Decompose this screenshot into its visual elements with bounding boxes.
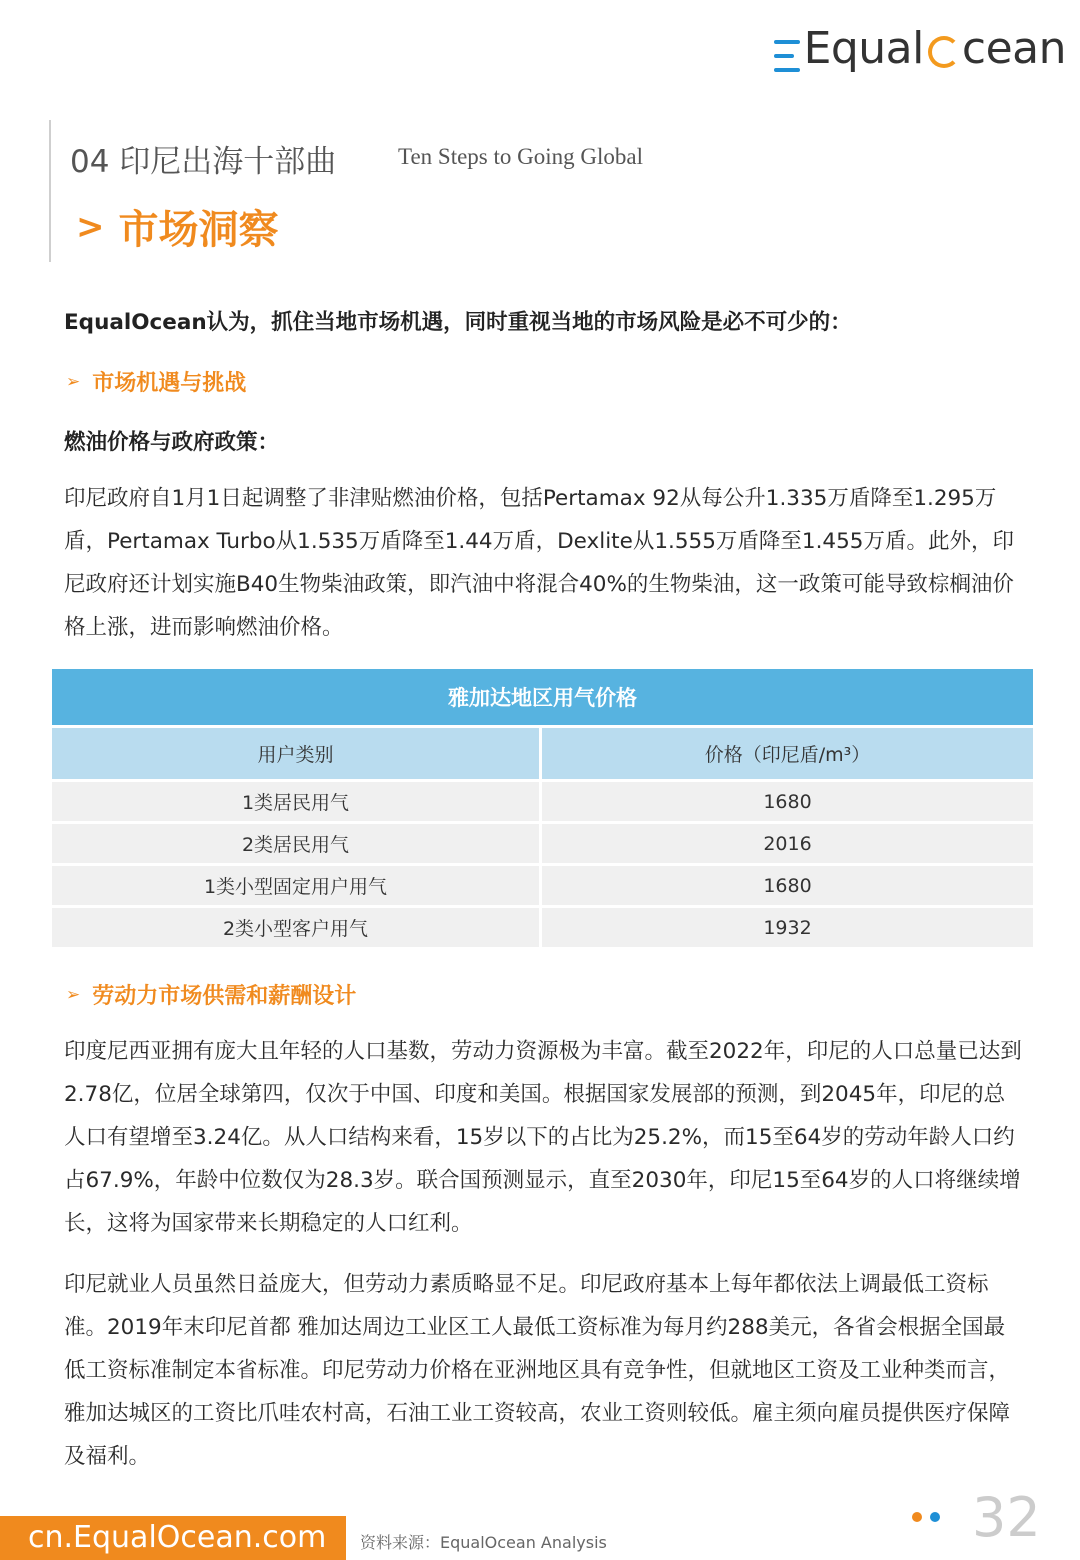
table-row [52, 905, 1033, 947]
table-header-category: 用户类别 [52, 725, 539, 779]
logo-e-mark [774, 38, 802, 74]
table-cell-category: 2类小型客户用气 [52, 905, 539, 947]
source-note: 资料来源：EqualOcean Analysis [360, 1533, 607, 1552]
table-cell-category: 1类居民用气 [52, 779, 539, 821]
subhead-opportunity-label: 市场机遇与挑战 [92, 371, 247, 396]
orange-dot-icon [912, 1512, 922, 1522]
table-cell-category: 1类小型固定用户用气 [52, 863, 539, 905]
table-cell-price: 1680 [539, 863, 1033, 905]
table-row [52, 821, 1033, 863]
table-cell-price: 1932 [539, 905, 1033, 947]
page-dots [912, 1512, 940, 1522]
section-divider [49, 120, 51, 262]
table-cell-price: 1680 [539, 779, 1033, 821]
section-title: 04 印尼出海十部曲 [70, 144, 337, 180]
logo-o-mark [928, 36, 960, 68]
table-cell-price: 2016 [539, 821, 1033, 863]
section-subtitle: Ten Steps to Going Global [398, 144, 643, 169]
logo-text-left: Equal [803, 23, 924, 74]
table-row [52, 863, 1033, 905]
page-number: 32 [972, 1486, 1041, 1549]
subhead-labor-label: 劳动力市场供需和薪酬设计 [92, 984, 357, 1009]
arrow-bullet-icon: ➢ [66, 371, 81, 392]
fuel-paragraph: 印尼政府自1月1日起调整了非津贴燃油价格，包括Pertamax 92从每公升1.335万盾降至1.295万盾，Pertamax Turbo从1.535万盾降至1.44万盾，Dexlite从1.555万盾降至1.455万盾。此外，印尼政府还计划实施B40生物柴油政策，即汽油中将混合40%的生物柴油，这一政策可能导致棕榈油价格上涨，进而影响燃油价格。 [64, 486, 1014, 640]
table-row [52, 779, 1033, 821]
table-title: 雅加达地区用气价格 [52, 669, 1033, 725]
arrow-bullet-icon: ➢ [66, 984, 81, 1005]
fuel-policy-label: 燃油价格与政府政策： [64, 430, 280, 455]
wages-paragraph: 印尼就业人员虽然日益庞大，但劳动力素质略显不足。印尼政府基本上每年都依法上调最低工资标准。2019年末印尼首都 雅加达周边工业区工人最低工资标准为每月约288美元，各省会根据全国最低工资标准制定本省标准。印尼劳动力价格在亚洲地区具有竞争性，但就地区工资及工业种类而言，雅加达城区的工资比爪哇农村高，石油工业工资较高，农业工资则较低。雇主须向雇员提供医疗保障及福利。 [64, 1272, 1011, 1469]
table-header-price: 价格（印尼盾/m³） [539, 725, 1033, 779]
lead-statement: EqualOcean认为，抓住当地市场机遇，同时重视当地的市场风险是必不可少的： [64, 310, 852, 335]
population-paragraph: 印度尼西亚拥有庞大且年轻的人口基数，劳动力资源极为丰富。截至2022年，印尼的人口总量已达到2.78亿，位居全球第四，仅次于中国、印度和美国。根据国家发展部的预测，到2045年，印尼的总人口有望增至3.24亿。从人口结构来看，15岁以下的占比为25.2%，而15至64岁的劳动年龄人口约占67.9%，年龄中位数仅为28.3岁。联合国预测显示，直至2030年，印尼15至64岁的人口将继续增长，这将为国家带来长期稳定的人口红利。 [64, 1039, 1022, 1236]
logo-text-right: cean [961, 23, 1066, 74]
gas-price-table [52, 669, 1033, 947]
subhead-labor [66, 979, 356, 1010]
blue-dot-icon [930, 1512, 940, 1522]
main-title: 市场洞察 [118, 207, 279, 253]
footer-site-banner: cn.EqualOcean.com [0, 1516, 346, 1560]
chevron-right-icon: > [76, 206, 105, 247]
table-cell-category: 2类居民用气 [52, 821, 539, 863]
subhead-opportunity [66, 366, 246, 397]
section-main-heading [76, 198, 279, 255]
equalocean-logo [774, 18, 1066, 74]
